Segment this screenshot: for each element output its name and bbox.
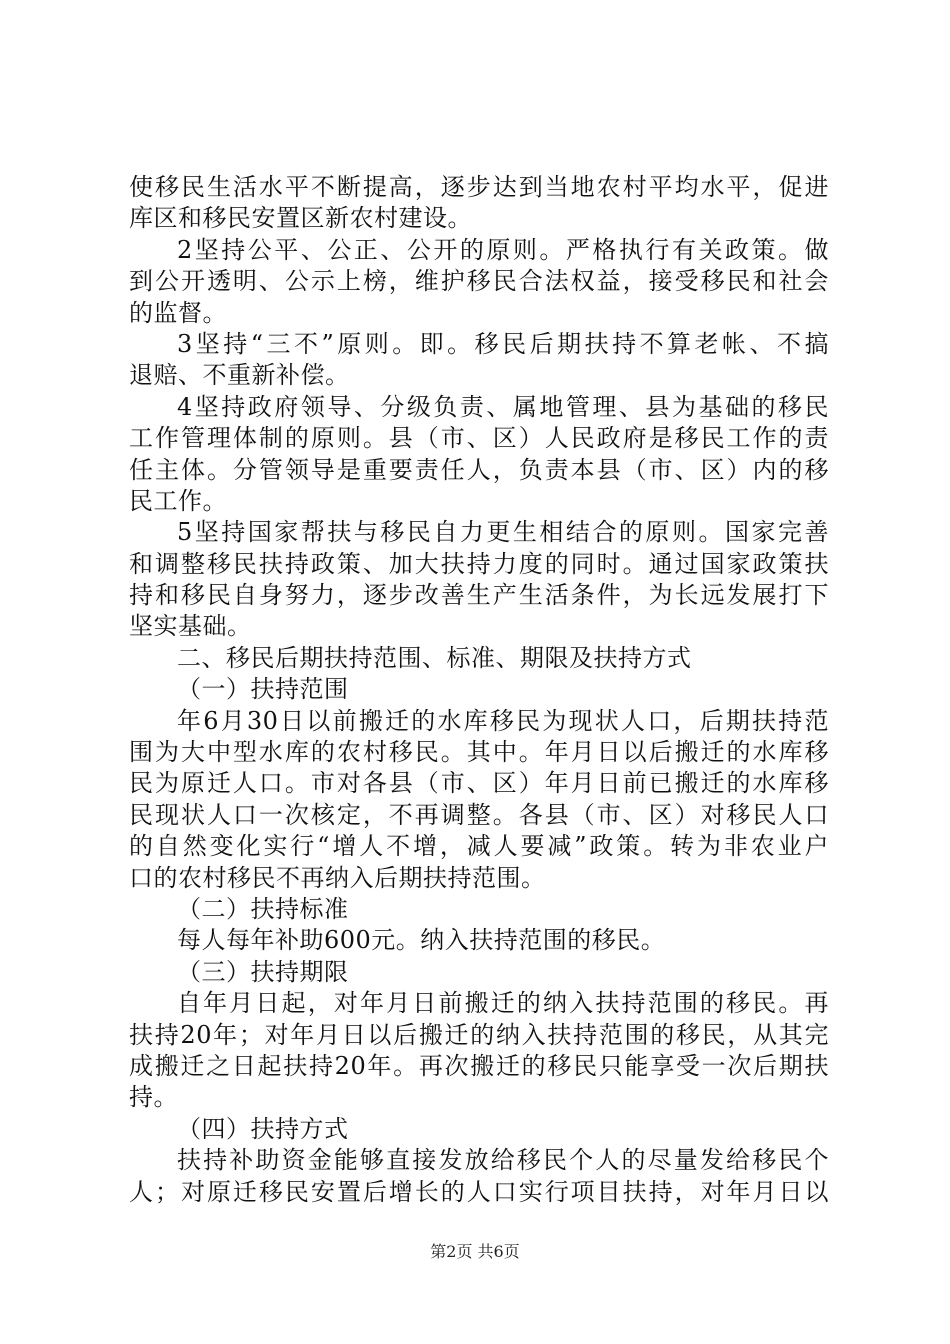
text-line: 民为原迁人口。市对各县（市、区）年月日前已搬迁的水库移 xyxy=(129,769,829,798)
document-body xyxy=(129,172,829,1208)
text-line: 围为大中型水库的农村移民。其中。年月日以后搬迁的水库移 xyxy=(129,738,829,767)
text-line: 3坚持“三不”原则。即。移民后期扶持不算老帐、不搞 xyxy=(177,329,829,358)
text-line: 库区和移民安置区新农村建设。 xyxy=(129,204,472,233)
text-line: 持和移民自身努力，逐步改善生产生活条件，为长远发展打下 xyxy=(129,581,829,610)
text-line: 扶持20年；对年月日以后搬迁的纳入扶持范围的移民，从其完 xyxy=(129,1020,829,1049)
subsection-heading: （四）扶持方式 xyxy=(177,1114,349,1143)
text-line: 的自然变化实行“增人不增，减人要减”政策。转为非农业户 xyxy=(129,832,829,861)
page-number-footer: 第2页 共6页 xyxy=(430,1242,520,1261)
text-line: 民工作。 xyxy=(129,486,227,515)
text-line: 使移民生活水平不断提高，逐步达到当地农村平均水平，促进 xyxy=(129,173,829,201)
text-line: 年6月30日以前搬迁的水库移民为现状人口，后期扶持范 xyxy=(177,706,829,735)
text-line: 退赔、不重新补偿。 xyxy=(129,361,350,390)
text-line: 到公开透明、公示上榜，维护移民合法权益，接受移民和社会 xyxy=(129,267,829,296)
text-line: 4坚持政府领导、分级负责、属地管理、县为基础的移民 xyxy=(177,392,829,421)
subsection-heading: （三）扶持期限 xyxy=(177,957,349,986)
text-line: 的监督。 xyxy=(129,298,227,327)
text-line: 自年月日起，对年月日前搬迁的纳入扶持范围的移民。再 xyxy=(177,989,829,1018)
text-line: 5坚持国家帮扶与移民自力更生相结合的原则。国家完善 xyxy=(177,518,829,547)
text-line: 持。 xyxy=(129,1083,178,1112)
text-line: 扶持补助资金能够直接发放给移民个人的尽量发给移民个 xyxy=(177,1146,829,1175)
text-line: 成搬迁之日起扶持20年。再次搬迁的移民只能享受一次后期扶 xyxy=(129,1051,829,1080)
text-line: 人；对原迁移民安置后增长的人口实行项目扶持，对年月日以 xyxy=(129,1177,829,1206)
text-line: 每人每年补助600元。纳入扶持范围的移民。 xyxy=(177,926,666,955)
subsection-heading: （一）扶持范围 xyxy=(177,675,349,704)
section-heading: 二、移民后期扶持范围、标准、期限及扶持方式 xyxy=(177,643,692,672)
subsection-heading: （二）扶持标准 xyxy=(177,894,349,923)
text-line: 工作管理体制的原则。县（市、区）人民政府是移民工作的责 xyxy=(129,424,829,453)
text-line: 口的农村移民不再纳入后期扶持范围。 xyxy=(129,863,546,892)
text-line: 坚实基础。 xyxy=(129,612,252,641)
text-line: 任主体。分管领导是重要责任人，负责本县（市、区）内的移 xyxy=(129,455,829,484)
text-line: 民现状人口一次核定，不再调整。各县（市、区）对移民人口 xyxy=(129,800,829,829)
text-line: 2坚持公平、公正、公开的原则。严格执行有关政策。做 xyxy=(177,235,829,264)
text-line: 和调整移民扶持政策、加大扶持力度的同时。通过国家政策扶 xyxy=(129,549,829,578)
